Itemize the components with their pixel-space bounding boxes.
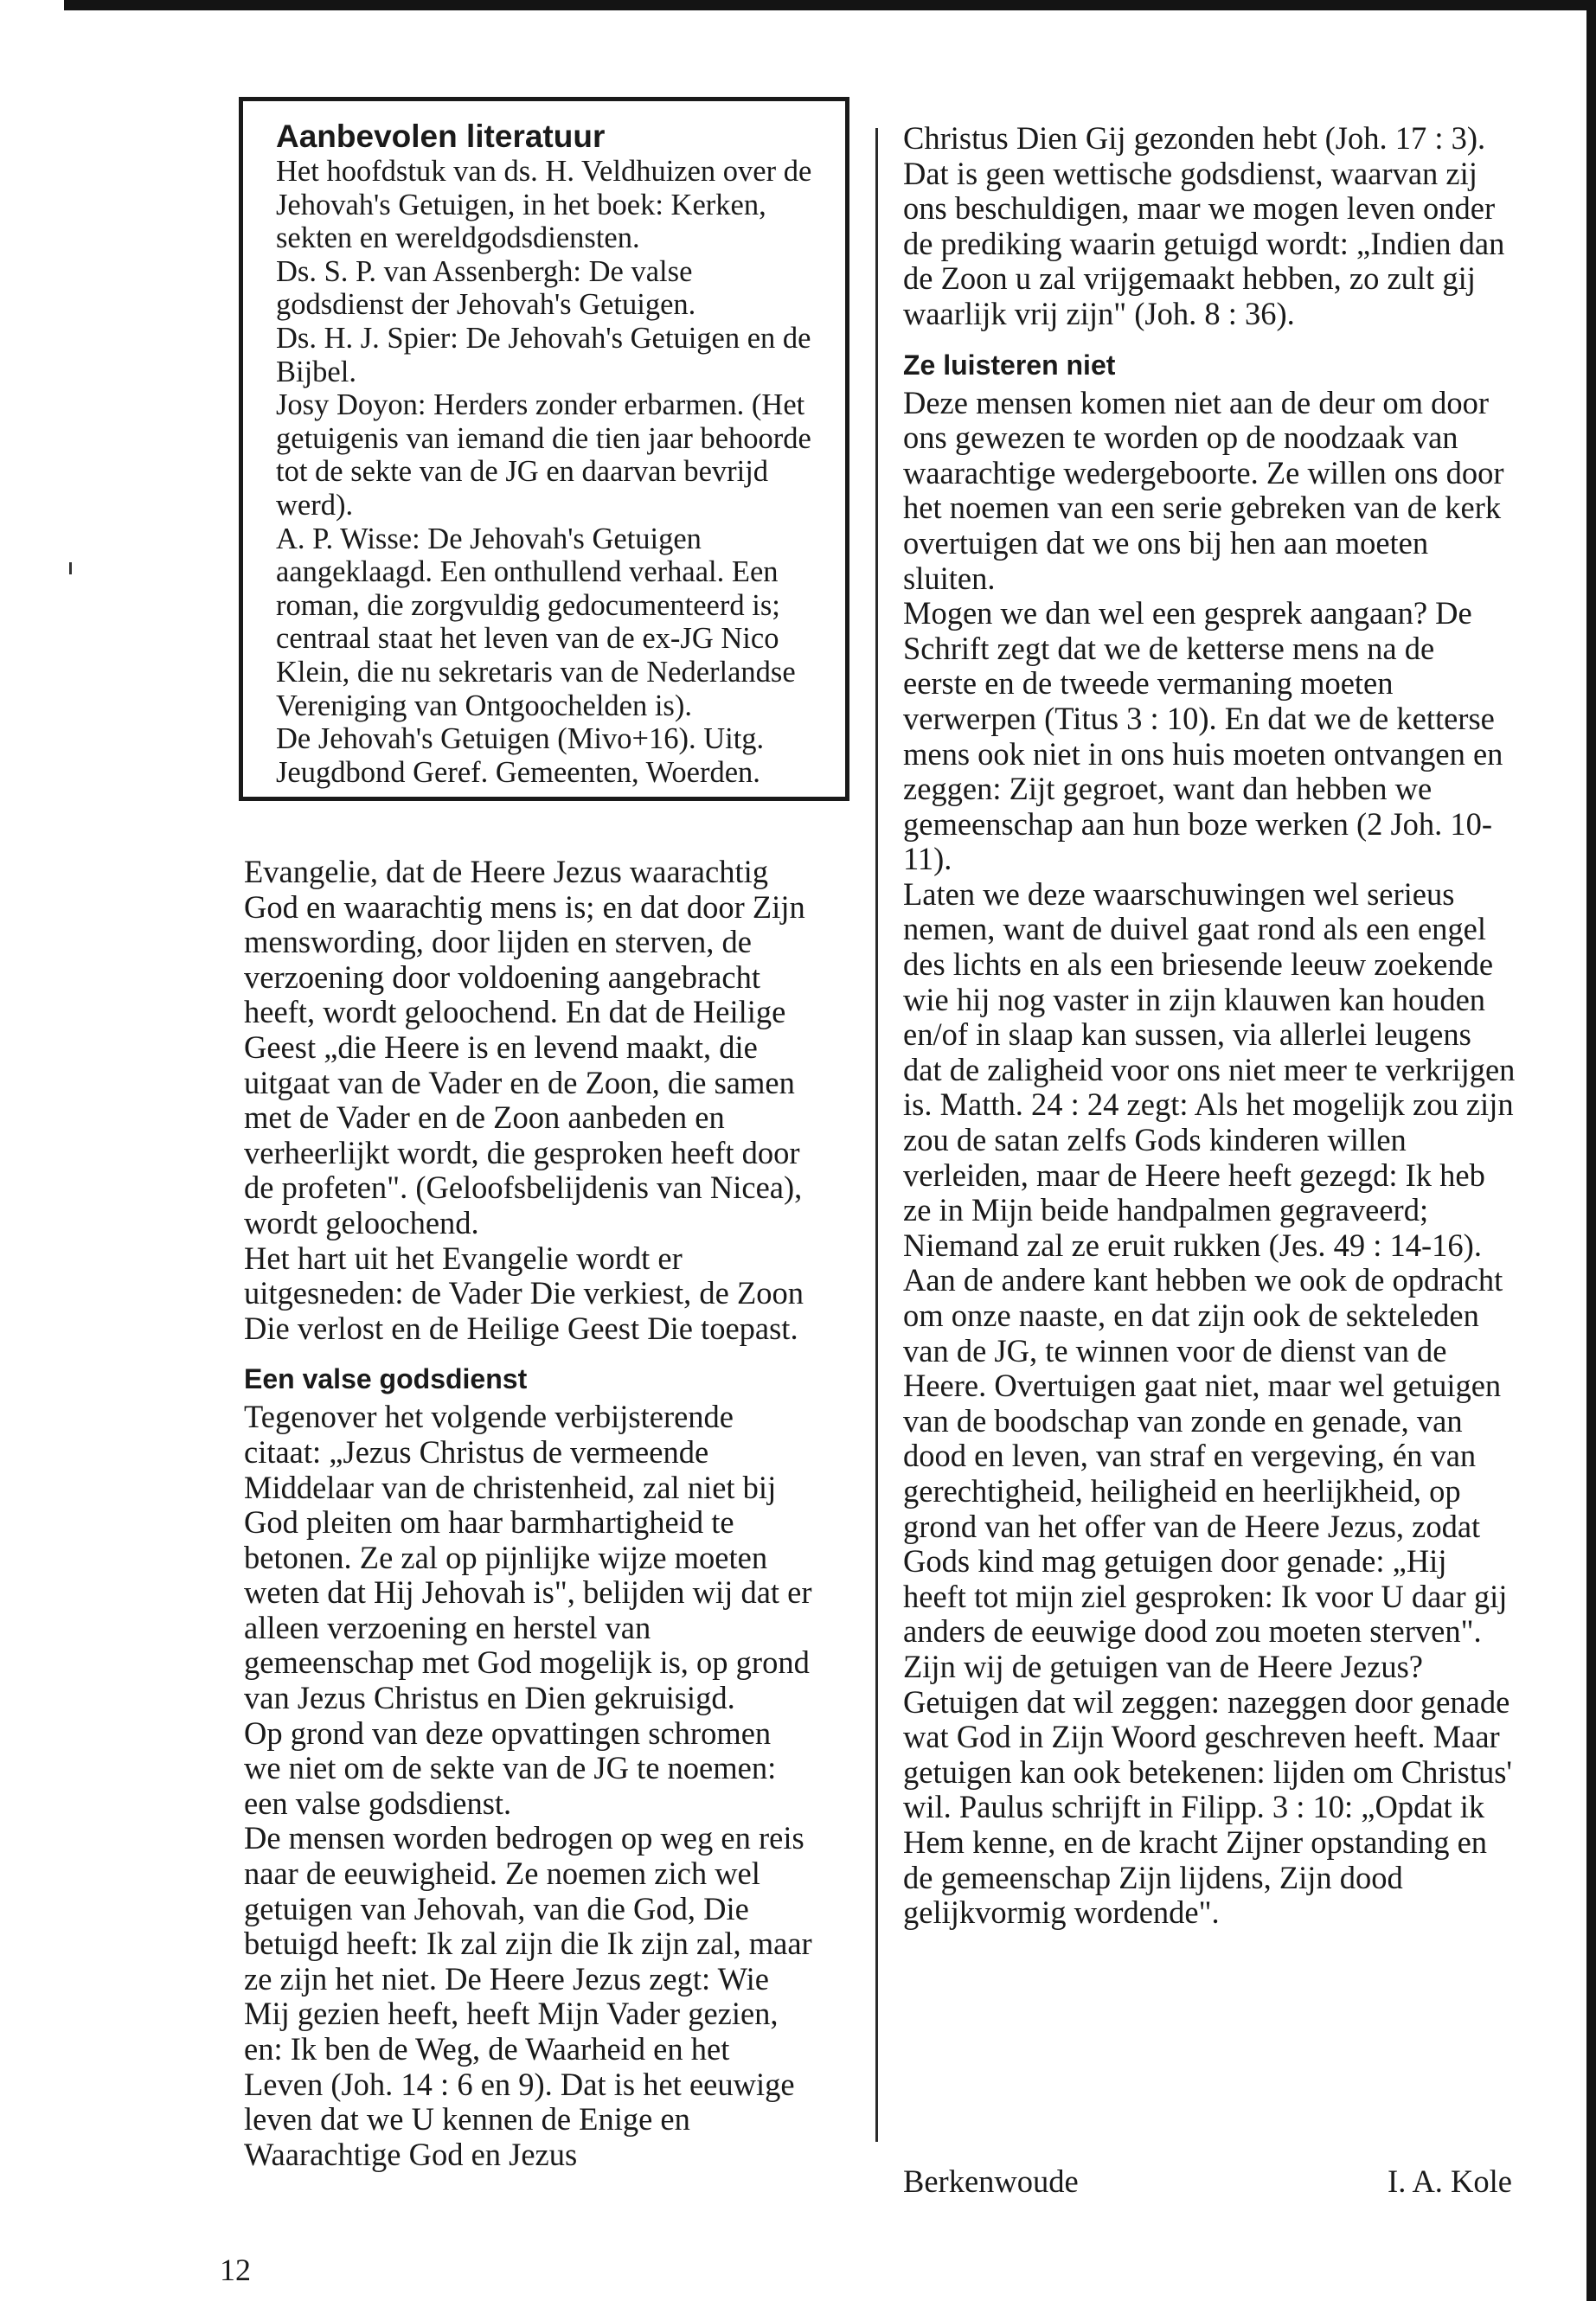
paragraph: Het hart uit het Evangelie wordt er uitgesneden: de Vader Die verkiest, de Zoon Die verlost en de Heilige Geest Die toepast. bbox=[244, 1240, 804, 1346]
paragraph: Christus Dien Gij gezonden hebt (Joh. 17 : 3). Dat is geen wettische godsdienst, waarvan zij ons beschuldigen, maar we mogen leven onder de prediking waarin getuigd wordt: „Indien dan de Zoon u zal vrijgemaakt hebben, zo zult gij waarlijk vrij zijn" (Joh. 8 : 36). bbox=[903, 120, 1505, 331]
paragraph: Op grond van deze opvattingen schromen we niet om de sekte van de JG te noemen: een valse godsdienst. bbox=[244, 1715, 777, 1821]
literature-item: Josy Doyon: Herders zonder erbarmen. (Het getuigenis van iemand die tien jaar behoorde tot de sekte van de JG en daarvan bevrijd werd). bbox=[276, 388, 811, 522]
paragraph: Laten we deze waarschuwingen wel serieus nemen, want de duivel gaat rond als een engel des lichts en als een briesende leeuw zoekende wie hij nog vaster in zijn klauwen kan houden en/of in slaap kan sussen, via allerlei leugens dat de zaligheid voor ons niet meer te verkrijgen is. Matth. 24 : 24 zegt: Als het mogelijk zou zijn zou de satan zelfs Gods kinderen willen verleiden, maar de Heere heeft gezegd: Ik heb ze in Mijn beide handpalmen gegraveerd; Niemand zal ze eruit rukken (Jes. 49 : 14-16). bbox=[903, 875, 1516, 1263]
signoff bbox=[903, 2164, 1512, 2199]
section-heading-valse-godsdienst: Een valse godsdienst bbox=[244, 1363, 528, 1395]
paragraph: Zijn wij de getuigen van de Heere Jezus? Getuigen dat wil zeggen: nazeggen door genade wat God in Zijn Woord geschreven heeft. Maar getuigen kan ook betekenen: lijden om Christus' wil. Paulus schrijft in Filipp. 3 : 10: „Opdat ik Hem kenne, en de kracht Zijner opstanding en de gemeenschap Zijn lijdens, Zijn dood gelijkvormig wordende". bbox=[903, 1648, 1512, 1931]
right-border bbox=[1586, 0, 1596, 2301]
column-divider bbox=[875, 128, 878, 2142]
signoff-author: I. A. Kole bbox=[1388, 2163, 1512, 2199]
box-title: Aanbevolen literatuur bbox=[276, 119, 606, 154]
section-heading-ze-luisteren-niet: Ze luisteren niet bbox=[903, 349, 1116, 381]
page-number: 12 bbox=[220, 2253, 251, 2287]
recommended-literature-box bbox=[239, 97, 849, 801]
paragraph: Tegenover het volgende verbijsterende citaat: „Jezus Christus de vermeende Middelaar van de christenheid, zal niet bij God pleiten om haar barmhartigheid te betonen. Ze zal op pijnlijke wijze moeten weten dat Hij Jehovah is", belijden wij dat er alleen verzoening en herstel van gemeenschap met God mogelijk is, op grond van Jezus Christus en Dien gekruisigd. bbox=[244, 1399, 812, 1716]
paragraph: De mensen worden bedrogen op weg en reis naar de eeuwigheid. Ze noemen zich wel getuigen van Jehovah, van die God, Die betuigd heeft: Ik zal zijn die Ik zijn zal, maar ze zijn het niet. De Heere Jezus zegt: Wie Mij gezien heeft, heeft Mijn Vader gezien, en: Ik ben de Weg, de Waarheid en het Leven (Joh. 14 : 6 en 9). Dat is het eeuwige leven dat we U kennen de Enige en Waarachtige God en Jezus bbox=[244, 1820, 812, 2172]
literature-item: Ds. H. J. Spier: De Jehovah's Getuigen en de Bijbel. bbox=[276, 321, 811, 388]
literature-item: A. P. Wisse: De Jehovah's Getuigen aangeklaagd. Een onthullend verhaal. Een roman, die zorgvuldig gedocumenteerd is; centraal staat het leven van de ex-JG Nico Klein, die nu sekretaris van de Nederlandse Vereniging van Ontgoochelden is). bbox=[276, 522, 796, 722]
paragraph: Deze mensen komen niet aan de deur om door ons gewezen te worden op de noodzaak van waarachtige wedergeboorte. Ze willen ons door het noemen van een serie gebreken van de kerk overtuigen dat we ons bij hen aan moeten sluiten. bbox=[903, 384, 1504, 596]
top-border bbox=[64, 0, 1596, 10]
signoff-place: Berkenwoude bbox=[903, 2163, 1079, 2199]
literature-item: De Jehovah's Getuigen (Mivo+16). Uitg. Jeugdbond Geref. Gemeenten, Woerden. bbox=[276, 722, 765, 789]
literature-item: Ds. S. P. van Assenbergh: De valse godsdienst der Jehovah's Getuigen. bbox=[276, 254, 696, 322]
left-column bbox=[244, 855, 815, 2172]
paragraph: Aan de andere kant hebben we ook de opdracht om onze naaste, en dat zijn ook de sekteleden van de JG, te winnen voor de dienst van de Heere. Overtuigen gaat niet, maar wel getuigen van de boodschap van zonde en genade, van dood en leven, van straf en vergeving, én van gerechtigheid, heiligheid en heerlijkheid, op grond van het offer van de Heere Jezus, zodat Gods kind mag getuigen door genade: „Hij heeft tot mijn ziel gesproken: Ik voor U daar gij anders de eeuwige dood zou moeten sterven". bbox=[903, 1262, 1508, 1650]
literature-item: Het hoofdstuk van ds. H. Veldhuizen over de Jehovah's Getuigen, in het boek: Kerken, sekten en wereldgodsdiensten. bbox=[276, 155, 812, 255]
right-column bbox=[903, 121, 1516, 1931]
paragraph: Evangelie, dat de Heere Jezus waarachtig God en waarachtig mens is; en dat door Zijn menswording, door lijden en sterven, de verzoening door voldoening aangebracht heeft, wordt geloochend. En dat de Heilige Geest „die Heere is en levend maakt, die uitgaat van de Vader en de Zoon, die samen met de Vader en de Zoon aanbeden en verheerlijkt wordt, die gesproken heeft door de profeten". (Geloofsbelijdenis van Nicea), wordt geloochend. bbox=[244, 854, 805, 1240]
margin-mark bbox=[69, 562, 72, 574]
paragraph: Mogen we dan wel een gesprek aangaan? De Schrift zegt dat we de ketterse mens na de eerste en de tweede vermaning moeten verwerpen (Titus 3 : 10). En dat we de ketterse mens ook niet in ons huis moeten ontvangen en zeggen: Zijt gegroet, want dan hebben we gemeenschap aan hun boze werken (2 Joh. 10-11). bbox=[903, 595, 1503, 877]
